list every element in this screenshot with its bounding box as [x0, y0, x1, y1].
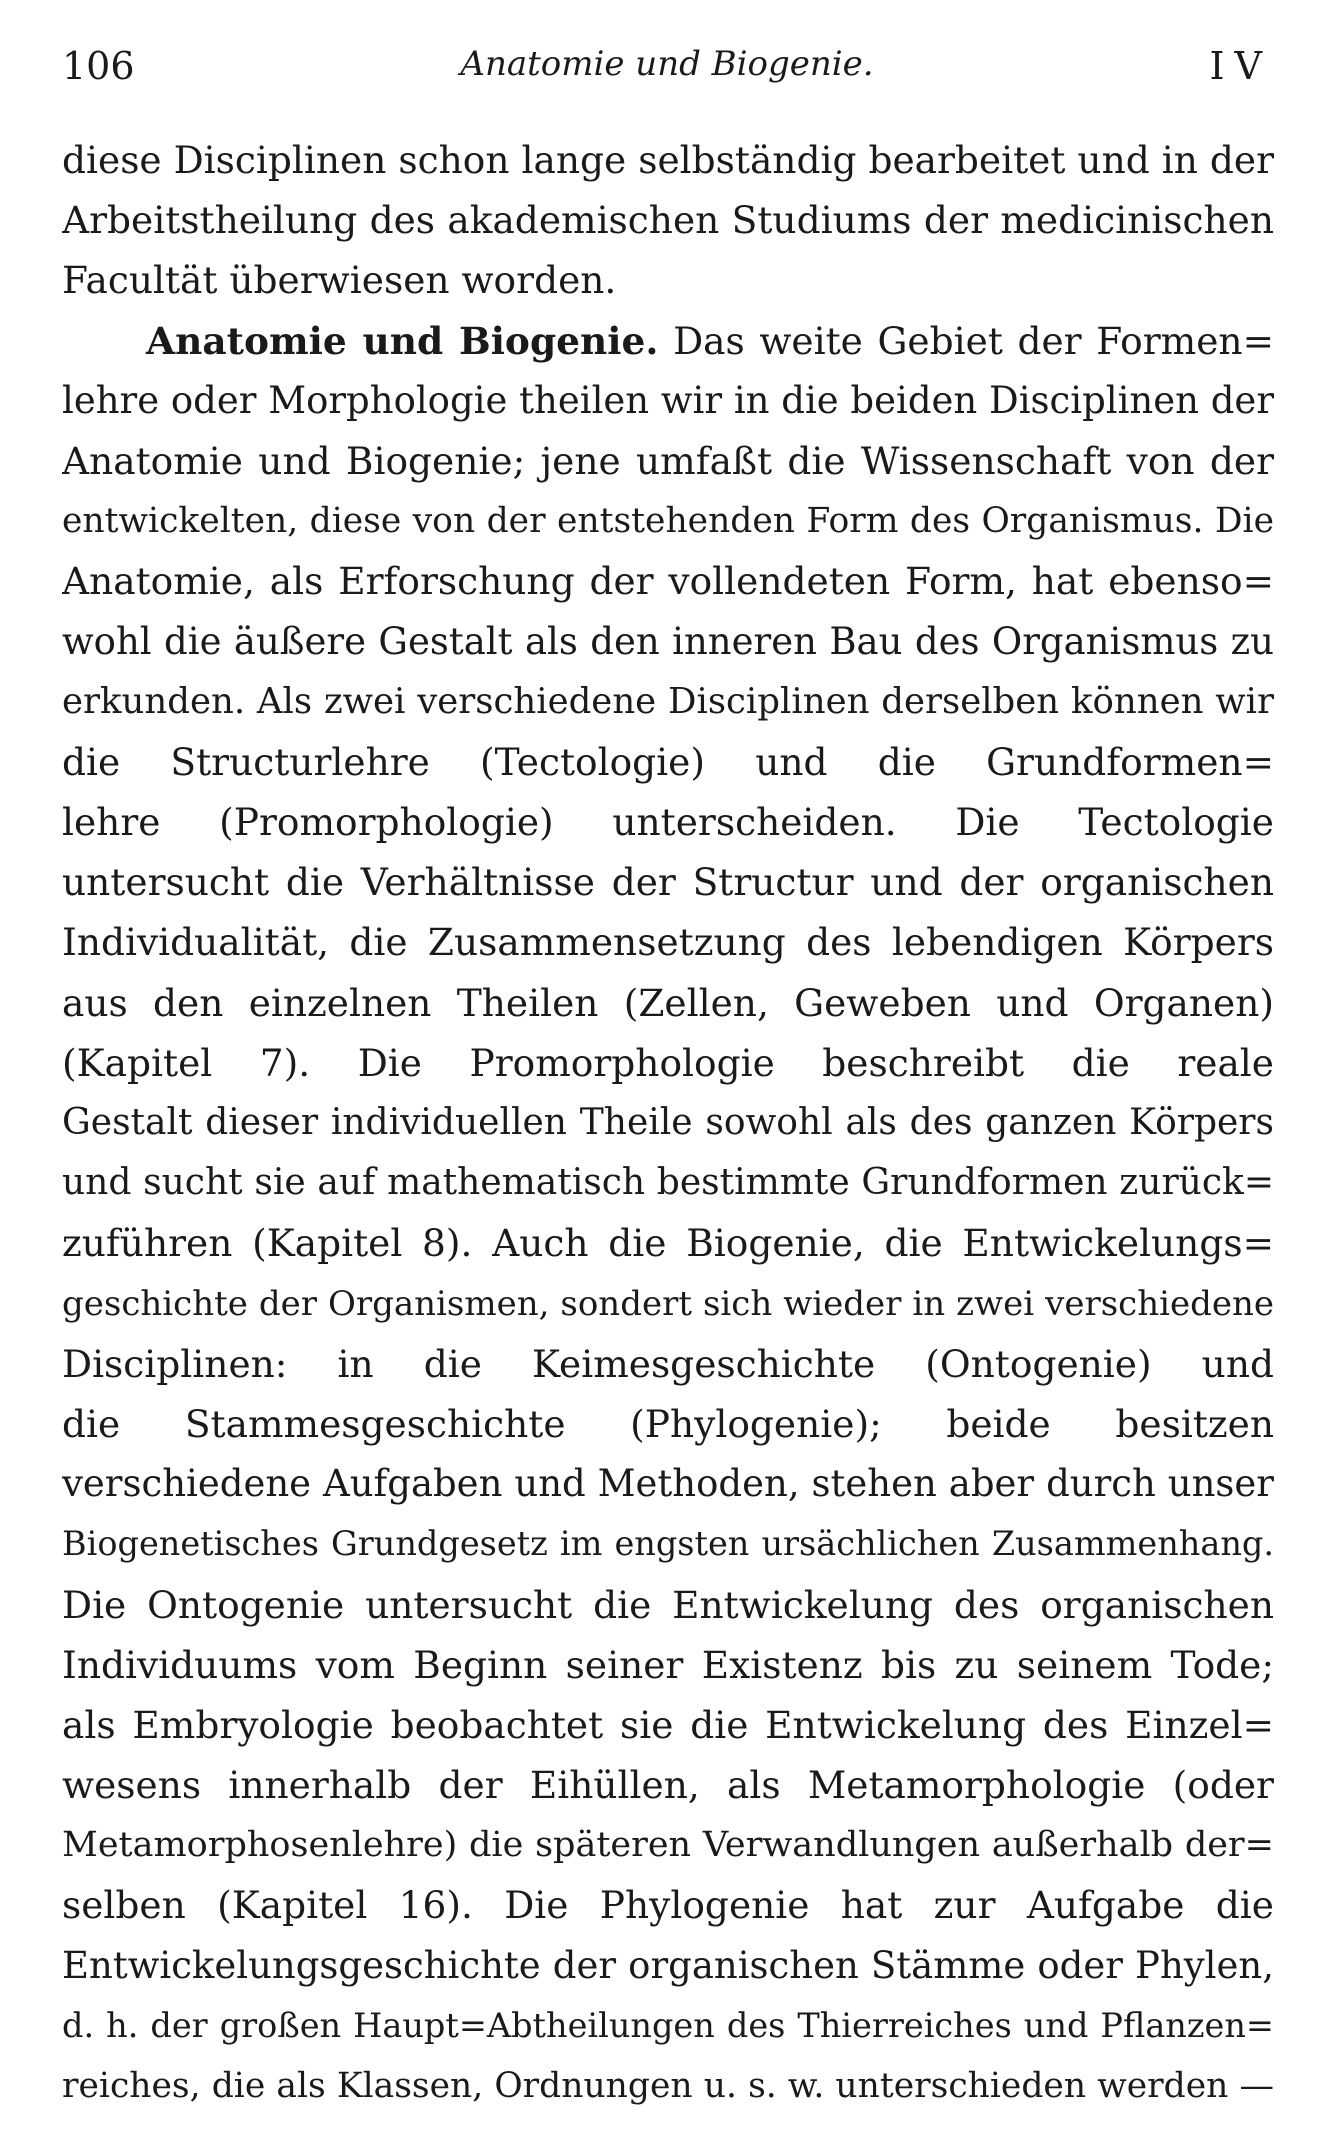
text-line: geschichte der Organismen, sondert sich wieder in zwei verschiedene [62, 1283, 1274, 1324]
text-line: Individuums vom Beginn seiner Existenz bis zu seinem Tode; [62, 1642, 1274, 1687]
text-line: (Kapitel 7). Die Promorphologie beschreibt die reale [62, 1040, 1274, 1085]
text-line: selben (Kapitel 16). Die Phylogenie hat zur Aufgabe die [62, 1883, 1274, 1928]
text-line: aus den einzelnen Theilen (Zellen, Geweben und Organen) [62, 980, 1274, 1025]
text-line: wesens innerhalb der Eihüllen, als Metamorphologie (oder [62, 1763, 1274, 1808]
text-line: Anatomie, als Erforschung der vollendeten Form, hat ebenso= [62, 559, 1274, 604]
text-line: reiches, die als Klassen, Ordnungen u. s. w. unterschieden werden — [62, 2066, 1274, 2106]
page-header [62, 44, 1272, 104]
page-number: 106 [62, 44, 135, 88]
text-line: zuführen (Kapitel 8). Auch die Biogenie, die Entwickelungs= [62, 1221, 1274, 1266]
text-line: als Embryologie beobachtet sie die Entwickelung des Einzel= [62, 1702, 1274, 1747]
text-line: Gestalt dieser individuellen Theile sowohl als des ganzen Körpers [62, 1102, 1274, 1143]
text-line: Anatomie und Biogenie; jene umfaßt die Wissenschaft von der [62, 438, 1274, 483]
section-heading: Anatomie und Biogenie. [146, 318, 659, 363]
text-line: und sucht sie auf mathematisch bestimmte Grundformen zurück= [62, 1162, 1274, 1204]
text-line [62, 311, 1274, 371]
text-line: Metamorphosenlehre) die späteren Verwandlungen außerhalb der= [62, 1825, 1274, 1866]
text-line: lehre (Promorphologie) unterscheiden. Die Tectologie [62, 800, 1274, 845]
text-line: erkunden. Als zwei verschiedene Disciplinen derselben können wir [62, 680, 1274, 722]
text-line: Disciplinen: in die Keimesgeschichte (Ontogenie) und [62, 1341, 1274, 1386]
heading-line-rest: Das weite Gebiet der Formen= [673, 318, 1274, 363]
body-text [62, 130, 1274, 2116]
text-line: Arbeitstheilung des akademischen Studiums der medicinischen [62, 198, 1274, 243]
chapter-number: IV [1209, 44, 1272, 88]
running-title: Anatomie und Biogenie. [460, 44, 874, 84]
paragraph-2 [62, 311, 1274, 2117]
text-line: d. h. der großen Haupt=Abtheilungen des Thierreiches und Pflanzen= [62, 2005, 1274, 2045]
text-line: wohl die äußere Gestalt als den inneren Bau des Organismus zu [62, 619, 1274, 663]
text-line: Biogenetisches Grundgesetz im engsten ursächlichen Zusammenhang. [62, 1524, 1274, 1564]
text-line: Individualität, die Zusammensetzung des lebendigen Körpers [62, 920, 1274, 965]
text-line: Facultät überwiesen worden. [62, 258, 617, 303]
text-line: Die Ontogenie untersucht die Entwickelung des organischen [62, 1582, 1274, 1627]
text-line: diese Disciplinen schon lange selbständig bearbeitet und in der [62, 138, 1274, 182]
text-line: entwickelten, diese von der entstehenden Form des Organismus. Die [62, 501, 1274, 542]
text-line: verschiedene Aufgaben und Methoden, stehen aber durch unser [62, 1462, 1274, 1506]
text-line: die Structurlehre (Tectologie) und die Grundformen= [62, 739, 1274, 784]
text-line: lehre oder Morphologie theilen wir in die beiden Disciplinen der [62, 378, 1274, 422]
text-line: Entwickelungsgeschichte der organischen Stämme oder Phylen, [62, 1943, 1274, 1987]
text-line: die Stammesgeschichte (Phylogenie); beide besitzen [62, 1401, 1274, 1446]
text-line: untersucht die Verhältnisse der Structur und der organischen [62, 860, 1274, 905]
paragraph-1 [62, 130, 1274, 311]
